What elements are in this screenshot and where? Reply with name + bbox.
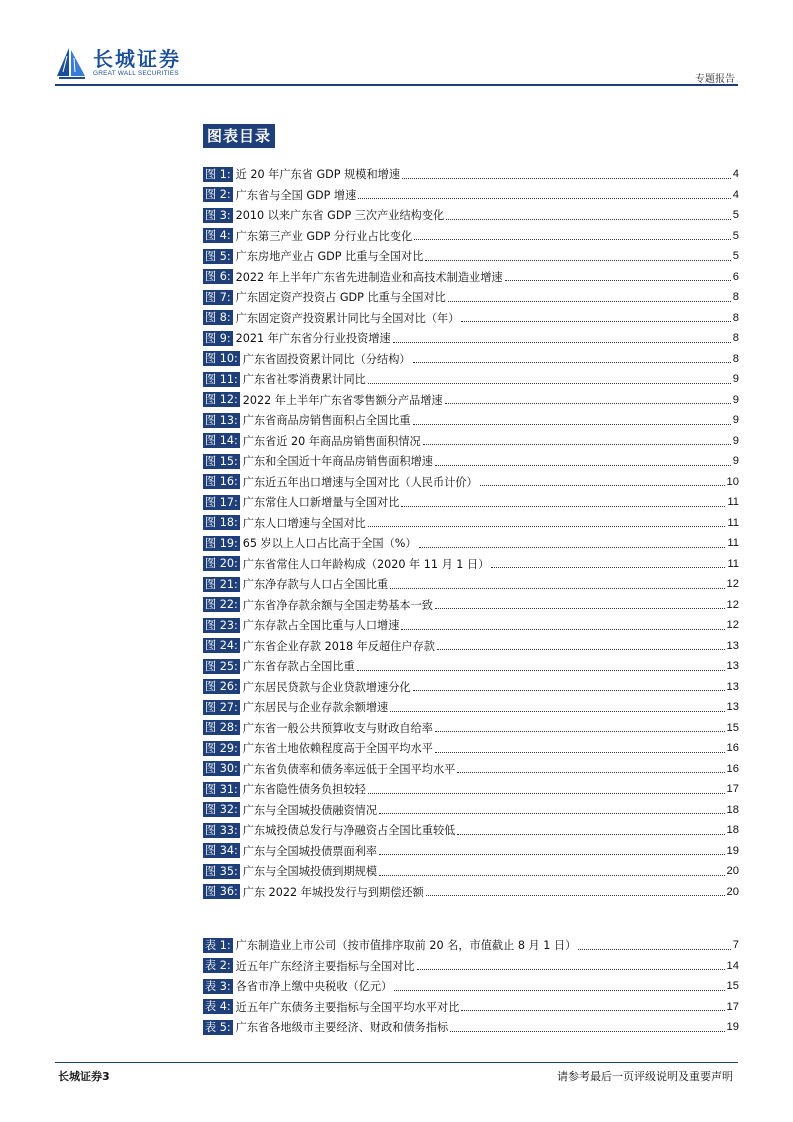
toc-dot-leader: [461, 321, 730, 322]
toc-entry-page[interactable]: 11: [727, 557, 739, 570]
toc-entry-label: 图 21:: [205, 577, 238, 591]
footer-disclaimer: 请参考最后一页评级说明及重要声明: [557, 1070, 733, 1083]
toc-entry-title[interactable]: 2021 年广东省分行业投资增速: [235, 332, 391, 346]
toc-entry[interactable]: [203, 595, 739, 616]
toc-entry[interactable]: [203, 697, 739, 718]
toc-entry-title[interactable]: 广东固定资产投资占 GDP 比重与全国对比: [235, 291, 446, 305]
toc-entry-label: 表 4:: [205, 1000, 231, 1014]
toc-entry-page[interactable]: 11: [727, 537, 739, 550]
toc-entry-page[interactable]: 13: [726, 701, 739, 714]
toc-dot-leader: [437, 649, 725, 650]
toc-entry-label: 图 31:: [205, 782, 238, 796]
toc-entry-label: 表 1:: [205, 938, 231, 952]
toc-entry-label: 图 15:: [205, 454, 238, 468]
toc-entry-page[interactable]: 5: [732, 229, 739, 242]
toc-entry[interactable]: [203, 226, 739, 247]
toc-entry-page[interactable]: 7: [732, 939, 739, 952]
toc-dot-leader: [414, 239, 731, 240]
sail-logo-icon: [55, 46, 87, 80]
toc-dot-leader: [379, 875, 725, 876]
brand-name-cn: 长城证券: [93, 47, 181, 71]
footer-brand: 长城证券3: [58, 1070, 110, 1083]
toc-entry-label: 图 19:: [205, 536, 238, 550]
toc-entry[interactable]: [203, 861, 739, 882]
toc-entry-title[interactable]: 各省市净上缴中央税收（亿元）: [235, 980, 393, 994]
toc-entry[interactable]: [203, 349, 739, 370]
toc-dot-leader: [457, 834, 724, 835]
toc-entry[interactable]: [203, 841, 739, 862]
toc-entry-title[interactable]: 广东存款占全国比重与人口增速: [242, 619, 400, 633]
toc-entry[interactable]: [203, 308, 739, 329]
toc-entry-page[interactable]: 5: [732, 209, 739, 222]
toc-entry-title[interactable]: 广东省企业存款 2018 年反超住户存款: [242, 639, 435, 653]
toc-entry-label: 图 22:: [205, 598, 238, 612]
toc-entry-title[interactable]: 广东省负债率和债务率远低于全国平均水平: [242, 762, 456, 776]
toc-entry[interactable]: [203, 185, 739, 206]
toc-entry-label: 图 35:: [205, 864, 238, 878]
toc-entry[interactable]: [203, 164, 739, 185]
toc-entry[interactable]: [203, 554, 739, 575]
toc-entry-title[interactable]: 广东人口增速与全国对比: [242, 516, 366, 530]
toc-entry-page[interactable]: 18: [726, 803, 739, 816]
toc-entry-label: 图 34:: [205, 844, 238, 858]
toc-dot-leader: [393, 342, 731, 343]
toc-dot-leader: [457, 772, 724, 773]
toc-entry[interactable]: [203, 451, 739, 472]
toc-entry-page[interactable]: 20: [726, 865, 739, 878]
toc-entry-page[interactable]: 12: [726, 578, 739, 591]
toc-entry-page[interactable]: 18: [726, 824, 739, 837]
toc-entry-title[interactable]: 广东近五年出口增速与全国对比（人民币计价）: [242, 475, 478, 489]
toc-entry-page[interactable]: 20: [726, 885, 739, 898]
toc-entry[interactable]: [203, 759, 739, 780]
page-title: 图表目录: [203, 124, 275, 148]
toc-entry[interactable]: [203, 956, 739, 977]
toc-entry-label: 图 13:: [205, 413, 238, 427]
toc-entry-page[interactable]: 12: [726, 598, 739, 611]
toc-entry-page[interactable]: 8: [732, 332, 739, 345]
toc-entry-label: 图 25:: [205, 659, 238, 673]
toc-entry[interactable]: [203, 718, 739, 739]
toc-entry-title[interactable]: 广东居民贷款与企业贷款增速分化: [242, 680, 411, 694]
toc-entry-title[interactable]: 广东与全国城投债到期规模: [242, 865, 378, 879]
toc-entry-page[interactable]: 14: [726, 959, 739, 972]
toc-entry-label: 图 6:: [205, 270, 231, 284]
toc-entry-title[interactable]: 广东固定资产投资累计同比与全国对比（年）: [235, 311, 460, 325]
toc-entry-title[interactable]: 广东省各地级市主要经济、财政和债务指标: [235, 1021, 449, 1035]
toc-entry[interactable]: [203, 997, 739, 1018]
toc-entry-title[interactable]: 2022 年上半年广东省零售额分产品增速: [242, 393, 443, 407]
toc-entry-page[interactable]: 15: [726, 980, 739, 993]
toc-entry-label: 图 7:: [205, 290, 231, 304]
toc-entry-page[interactable]: 4: [732, 188, 739, 201]
toc-entry-label: 图 3:: [205, 208, 231, 222]
toc-dot-leader: [426, 895, 725, 896]
toc-entry-label: 表 3:: [205, 979, 231, 993]
toc-dot-leader: [435, 752, 725, 753]
toc-entry[interactable]: [203, 205, 739, 226]
toc-entry-page[interactable]: 13: [726, 639, 739, 652]
toc-entry-title[interactable]: 广东省净存款余额与全国走势基本一致: [242, 598, 433, 612]
toc-entry-page[interactable]: 16: [726, 742, 739, 755]
toc-dot-leader: [446, 219, 731, 220]
toc-entry[interactable]: [203, 533, 739, 554]
toc-entry[interactable]: [203, 976, 739, 997]
toc-entry[interactable]: [203, 1017, 739, 1038]
toc-dot-leader: [390, 711, 724, 712]
company-logo: [55, 46, 181, 80]
toc-dot-leader: [578, 949, 730, 950]
toc-dot-leader: [450, 1031, 724, 1032]
toc-dot-leader: [435, 608, 725, 609]
toc-entry-label: 图 16:: [205, 475, 238, 489]
toc-entry[interactable]: [203, 935, 739, 956]
toc-entry-title[interactable]: 广东省存款占全国比重: [242, 660, 355, 674]
toc-dot-leader: [368, 383, 731, 384]
toc-entry-page[interactable]: 8: [732, 352, 739, 365]
toc-dot-leader: [413, 362, 731, 363]
toc-dot-leader: [435, 731, 725, 732]
toc-entry[interactable]: [203, 800, 739, 821]
toc-entry[interactable]: [203, 328, 739, 349]
toc-entry-label: 图 36:: [205, 885, 238, 899]
toc-dot-leader: [357, 670, 725, 671]
toc-entry-title[interactable]: 广东 2022 年城投发行与到期偿还额: [242, 885, 424, 899]
toc-entry-page[interactable]: 9: [732, 434, 739, 447]
toc-entry-page[interactable]: 17: [726, 783, 739, 796]
footer-divider: [55, 1062, 738, 1063]
header-divider: [55, 84, 738, 86]
toc-entry-page[interactable]: 8: [732, 291, 739, 304]
toc-entry-label: 图 2:: [205, 188, 231, 202]
toc-entry-title[interactable]: 广东与全国城投债票面利率: [242, 844, 378, 858]
toc-entry-label: 图 28:: [205, 721, 238, 735]
toc-entry-title[interactable]: 广东居民与企业存款余额增速: [242, 701, 389, 715]
toc-dot-leader: [448, 301, 731, 302]
toc-entry-page[interactable]: 8: [732, 311, 739, 324]
toc-entry[interactable]: [203, 492, 739, 513]
toc-entry-page[interactable]: 11: [727, 496, 739, 509]
toc-entry[interactable]: [203, 738, 739, 759]
toc-entry-title[interactable]: 65 岁以上人口占比高于全国（%）: [242, 537, 417, 551]
toc-entry-page[interactable]: 10: [726, 475, 739, 488]
toc-dot-leader: [480, 485, 725, 486]
toc-entry-page[interactable]: 11: [727, 516, 739, 529]
toc-entry-title[interactable]: 广东省一般公共预算收支与财政自给率: [242, 721, 433, 735]
toc-entry-label: 图 10:: [205, 352, 238, 366]
toc-dot-leader: [491, 567, 725, 568]
toc-entry[interactable]: [203, 390, 739, 411]
toc-entry[interactable]: [203, 369, 739, 390]
toc-entry-title[interactable]: 广东省固投资累计同比（分结构）: [242, 352, 411, 366]
toc-entry-title[interactable]: 广东省常住人口年龄构成（2020 年 11 月 1 日）: [242, 557, 490, 571]
toc-dot-leader: [394, 990, 724, 991]
toc-entry-title[interactable]: 广东省与全国 GDP 增速: [235, 188, 357, 202]
toc-entry[interactable]: [203, 779, 739, 800]
toc-dot-leader: [402, 178, 731, 179]
toc-entry-label: 图 20:: [205, 557, 238, 571]
toc-entry-title[interactable]: 广东省土地依赖程度高于全国平均水平: [242, 742, 433, 756]
toc-entry-label: 图 33:: [205, 823, 238, 837]
toc-entry-page[interactable]: 9: [732, 393, 739, 406]
toc-dot-leader: [413, 424, 731, 425]
toc-entry-page[interactable]: 9: [732, 373, 739, 386]
toc-entry-label: 图 5:: [205, 249, 231, 263]
toc-entry[interactable]: [203, 287, 739, 308]
toc-entry[interactable]: [203, 410, 739, 431]
toc-dot-leader: [461, 1010, 724, 1011]
toc-entry-title[interactable]: 广东省隐性债务负担较轻: [242, 783, 366, 797]
toc-entry-page[interactable]: 4: [732, 168, 739, 181]
toc-entry[interactable]: [203, 615, 739, 636]
toc-entry[interactable]: [203, 574, 739, 595]
toc-entry-title[interactable]: 广东和全国近十年商品房销售面积增速: [242, 455, 433, 469]
toc-entry-title[interactable]: 广东制造业上市公司（按市值排序取前 20 名，市值截止 8 月 1 日）: [235, 939, 577, 953]
toc-entry-page[interactable]: 12: [726, 619, 739, 632]
toc-entry-title[interactable]: 广东第三产业 GDP 分行业占比变化: [235, 229, 413, 243]
toc-entry[interactable]: [203, 431, 739, 452]
toc-entry[interactable]: [203, 820, 739, 841]
toc-entry[interactable]: [203, 246, 739, 267]
toc-entry[interactable]: [203, 656, 739, 677]
toc-entry-page[interactable]: 19: [726, 844, 739, 857]
toc-entry-page[interactable]: 9: [732, 414, 739, 427]
toc-entry-title[interactable]: 广东城投债总发行与净融资占全国比重较低: [242, 824, 456, 838]
toc-entry[interactable]: [203, 267, 739, 288]
toc-dot-leader: [358, 198, 730, 199]
toc-entry-label: 图 4:: [205, 229, 231, 243]
figure-list: [203, 164, 739, 902]
toc-entry-page[interactable]: 13: [726, 660, 739, 673]
toc-entry-page[interactable]: 6: [732, 270, 739, 283]
toc-dot-leader: [445, 403, 731, 404]
toc-entry-label: 图 23:: [205, 618, 238, 632]
toc-dot-leader: [505, 280, 731, 281]
toc-entry-page[interactable]: 5: [732, 250, 739, 263]
toc-dot-leader: [435, 465, 731, 466]
toc-entry-label: 表 2:: [205, 959, 231, 973]
toc-dot-leader: [368, 526, 726, 527]
toc-dot-leader: [425, 260, 730, 261]
toc-entry-label: 图 30:: [205, 762, 238, 776]
toc-entry-title[interactable]: 广东省近 20 年商品房销售面积情况: [242, 434, 421, 448]
toc-entry-title[interactable]: 广东净存款与人口占全国比重: [242, 578, 389, 592]
toc-entry-title[interactable]: 2022 年上半年广东省先进制造业和高技术制造业增速: [235, 270, 503, 284]
brand-name-en: GREAT WALL SECURITIES: [93, 70, 179, 77]
toc-entry-title[interactable]: 近五年广东债务主要指标与全国平均水平对比: [235, 1000, 460, 1014]
toc-entry-label: 图 11:: [205, 372, 238, 386]
toc-entry-label: 图 8:: [205, 311, 231, 325]
toc-entry-label: 图 1:: [205, 167, 231, 181]
toc-dot-leader: [390, 588, 724, 589]
toc-dot-leader: [379, 854, 725, 855]
toc-dot-leader: [401, 506, 725, 507]
toc-dot-leader: [368, 793, 725, 794]
toc-entry[interactable]: [203, 677, 739, 698]
toc-entry-label: 图 32:: [205, 803, 238, 817]
toc-entry-label: 图 29:: [205, 741, 238, 755]
toc-entry-label: 图 9:: [205, 331, 231, 345]
toc-entry-title[interactable]: 近五年广东经济主要指标与全国对比: [235, 959, 415, 973]
toc-entry[interactable]: [203, 636, 739, 657]
toc-dot-leader: [419, 547, 726, 548]
toc-entry[interactable]: [203, 472, 739, 493]
toc-entry-title[interactable]: 广东房地产业占 GDP 比重与全国对比: [235, 250, 424, 264]
toc-dot-leader: [417, 969, 725, 970]
toc-entry-title[interactable]: 广东常住人口新增量与全国对比: [242, 496, 400, 510]
toc-entry[interactable]: [203, 513, 739, 534]
toc-entry-title[interactable]: 2010 以来广东省 GDP 三次产业结构变化: [235, 209, 445, 223]
toc-dot-leader: [379, 813, 725, 814]
toc-entry-page[interactable]: 13: [726, 680, 739, 693]
table-list: [203, 935, 739, 1038]
toc-entry-page[interactable]: 9: [732, 455, 739, 468]
toc-dot-leader: [423, 444, 731, 445]
toc-dot-leader: [413, 690, 725, 691]
toc-entry-title[interactable]: 广东省社零消费累计同比: [242, 373, 366, 387]
toc-entry-page[interactable]: 19: [726, 1021, 739, 1034]
toc-entry-label: 图 14:: [205, 434, 238, 448]
toc-dot-leader: [401, 629, 724, 630]
toc-entry-title[interactable]: 广东省商品房销售面积占全国比重: [242, 414, 411, 428]
report-type-label: 专题报告: [695, 74, 735, 85]
toc-entry-label: 图 18:: [205, 516, 238, 530]
toc-entry-label: 图 24:: [205, 639, 238, 653]
toc-entry-title[interactable]: 近 20 年广东省 GDP 规模和增速: [235, 168, 401, 182]
toc-entry[interactable]: [203, 882, 739, 903]
toc-entry-page[interactable]: 15: [726, 721, 739, 734]
toc-entry-page[interactable]: 17: [726, 1000, 739, 1013]
toc-entry-title[interactable]: 广东与全国城投债融资情况: [242, 803, 378, 817]
toc-entry-label: 图 27:: [205, 700, 238, 714]
toc-entry-page[interactable]: 16: [726, 762, 739, 775]
toc-entry-label: 图 12:: [205, 393, 238, 407]
toc-entry-label: 图 17:: [205, 495, 238, 509]
toc-entry-label: 表 5:: [205, 1020, 231, 1034]
toc-entry-label: 图 26:: [205, 680, 238, 694]
